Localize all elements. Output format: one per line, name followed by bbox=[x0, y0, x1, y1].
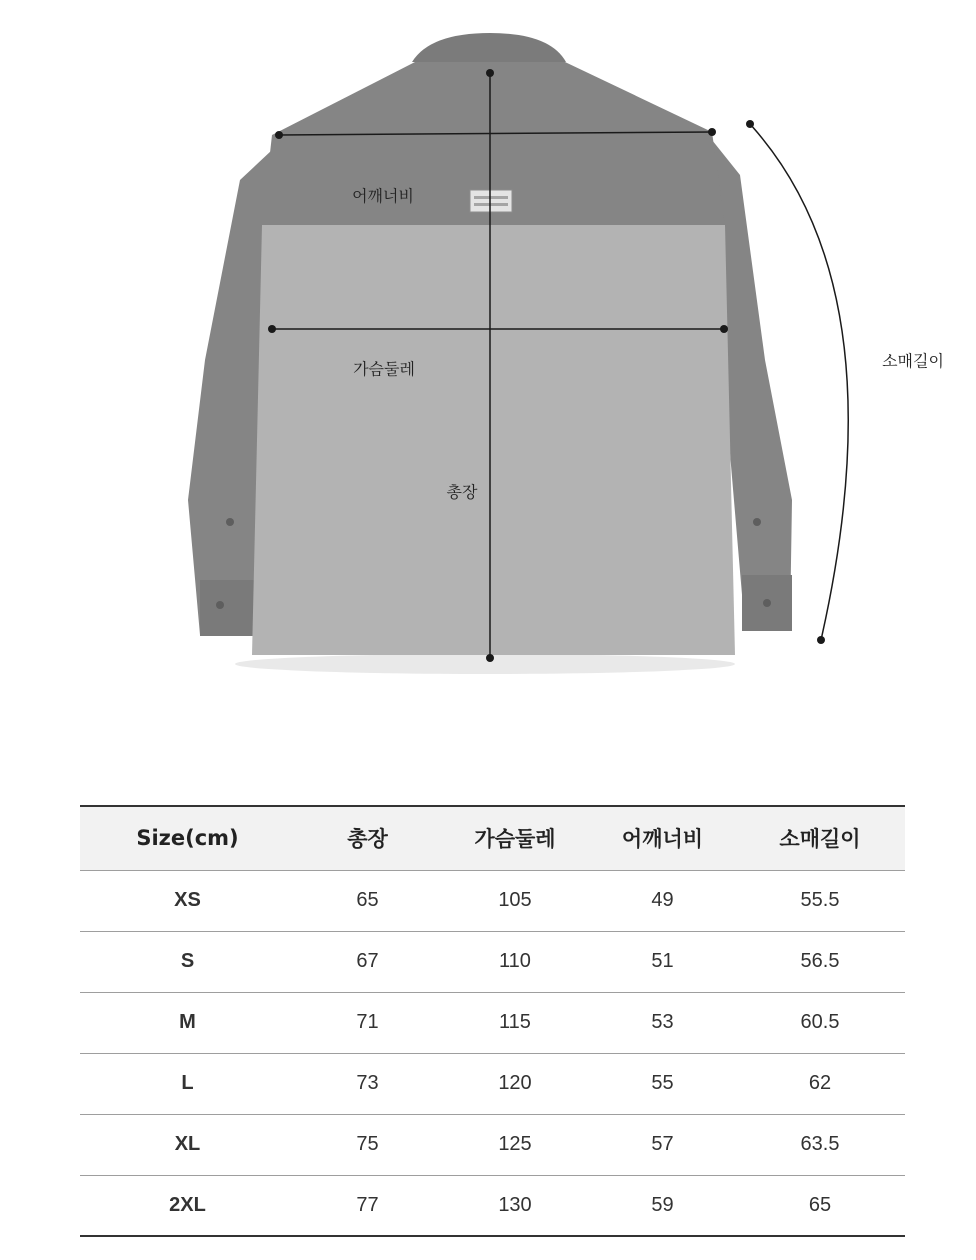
cell-shoulder: 57 bbox=[590, 1114, 735, 1175]
table-row bbox=[80, 1053, 905, 1114]
header-sleeve: 소매길이 bbox=[735, 806, 905, 870]
cell-size: S bbox=[80, 931, 295, 992]
chest-label: 가슴둘레 bbox=[353, 359, 415, 379]
shoulder-width-label: 어깨너비 bbox=[352, 186, 414, 206]
cell-sleeve: 62 bbox=[735, 1053, 905, 1114]
cell-size: L bbox=[80, 1053, 295, 1114]
cell-chest: 130 bbox=[440, 1175, 590, 1236]
cell-length: 71 bbox=[295, 992, 440, 1053]
sleeve-length-label: 소매길이 bbox=[882, 351, 944, 371]
header-length: 총장 bbox=[295, 806, 440, 870]
cell-sleeve: 55.5 bbox=[735, 870, 905, 931]
cell-shoulder: 53 bbox=[590, 992, 735, 1053]
cell-chest: 105 bbox=[440, 870, 590, 931]
header-chest: 가슴둘레 bbox=[440, 806, 590, 870]
cell-size: XS bbox=[80, 870, 295, 931]
cell-shoulder: 49 bbox=[590, 870, 735, 931]
total-length-label: 총장 bbox=[446, 482, 478, 502]
cell-shoulder: 55 bbox=[590, 1053, 735, 1114]
cell-length: 67 bbox=[295, 931, 440, 992]
table-header-row bbox=[80, 806, 905, 870]
cell-sleeve: 56.5 bbox=[735, 931, 905, 992]
table-row bbox=[80, 870, 905, 931]
cell-length: 65 bbox=[295, 870, 440, 931]
table-row bbox=[80, 992, 905, 1053]
cell-size: M bbox=[80, 992, 295, 1053]
header-shoulder: 어깨너비 bbox=[590, 806, 735, 870]
cell-sleeve: 63.5 bbox=[735, 1114, 905, 1175]
cell-shoulder: 59 bbox=[590, 1175, 735, 1236]
cell-length: 73 bbox=[295, 1053, 440, 1114]
table-row bbox=[80, 931, 905, 992]
table-row bbox=[80, 1175, 905, 1236]
table-row bbox=[80, 1114, 905, 1175]
cell-chest: 110 bbox=[440, 931, 590, 992]
cell-length: 75 bbox=[295, 1114, 440, 1175]
cell-size: XL bbox=[80, 1114, 295, 1175]
cell-chest: 120 bbox=[440, 1053, 590, 1114]
cell-length: 77 bbox=[295, 1175, 440, 1236]
cell-chest: 125 bbox=[440, 1114, 590, 1175]
header-size: Size(cm) bbox=[80, 806, 295, 870]
cell-chest: 115 bbox=[440, 992, 590, 1053]
cell-shoulder: 51 bbox=[590, 931, 735, 992]
size-table bbox=[80, 805, 905, 1237]
cell-size: 2XL bbox=[80, 1175, 295, 1236]
cell-sleeve: 65 bbox=[735, 1175, 905, 1236]
cell-sleeve: 60.5 bbox=[735, 992, 905, 1053]
